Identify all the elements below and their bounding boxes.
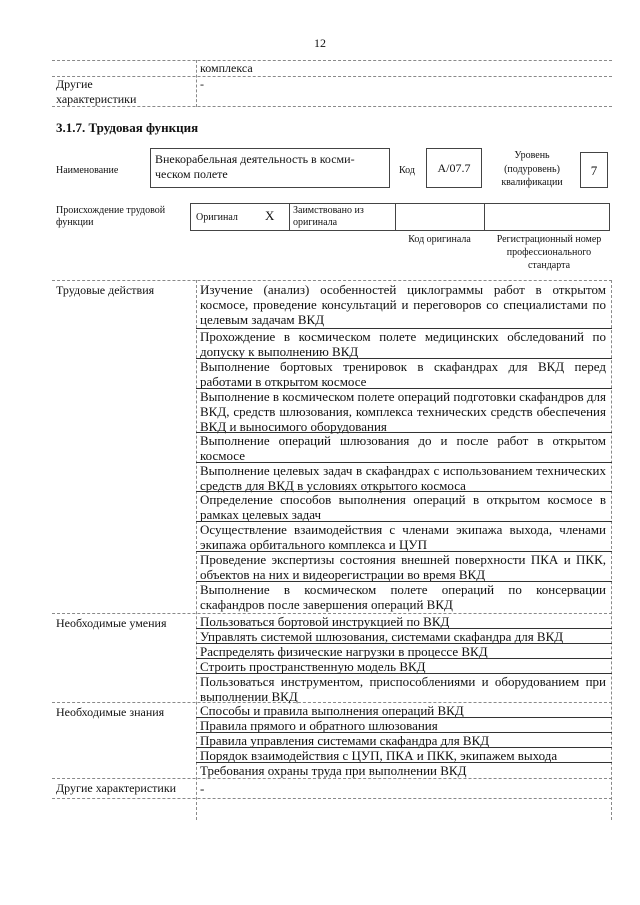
level-label-2: (подуровень) <box>504 164 560 175</box>
other-characteristics-value: - <box>200 77 204 91</box>
list-item: Способы и правила выполнения операций ВКД <box>200 703 464 718</box>
original-label: Оригинал <box>196 212 238 223</box>
list-item: Требования охраны труда при выполнении ВКД <box>200 763 467 778</box>
list-item: Определение способов выполнения операций в открытом космосе в рамках целевых задач <box>200 492 606 522</box>
name-value-2: ческом полете <box>155 167 228 181</box>
name-label: Наименование <box>56 165 119 176</box>
level-value: 7 <box>590 163 598 178</box>
list-item: Управлять системой шлюзования, системами скафандра для ВКД <box>200 629 564 644</box>
list-item: Выполнение в космическом полете операций подготовки скафандров для ВКД, средств шлюзования, комплекса технических средств обеспечения ВКД и выносимого оборудования <box>200 389 606 434</box>
other-characteristics-label-1: Другие <box>56 77 93 91</box>
borrowed-label-2: оригинала <box>293 217 338 228</box>
reg-number-label-1: Регистрационный номер <box>496 234 602 245</box>
list-item: Распределять физические нагрузки в процессе ВКД <box>200 644 488 659</box>
list-item: Прохождение в космическом полете медицинских обследований по допуску к выполнению ВКД <box>200 329 606 359</box>
list-item: Пользоваться бортовой инструкцией по ВКД <box>200 614 450 629</box>
borrowed-label-1: Заимствовано из <box>293 205 364 216</box>
list-item: Проведение экспертизы состояния внешней поверхности ПКА и ПКК, объектов на них и видеорегистрации во время ВКД <box>200 552 606 582</box>
group-label-actions: Трудовые действия <box>56 283 155 297</box>
list-item: Порядок взаимодействия с ЦУП, ПКА и ПКК, экипажем выхода <box>200 748 558 763</box>
group-label-skills: Необходимые умения <box>56 616 167 630</box>
origin-box <box>190 203 610 231</box>
list-item: Правила управления системами скафандра для ВКД <box>200 733 490 748</box>
list-item: Правила прямого и обратного шлюзования <box>200 718 438 733</box>
code-original-label: Код оригинала <box>408 234 471 245</box>
reg-number-label-3: стандарта <box>527 260 571 271</box>
name-value-1: Внекорабельная деятельность в косми- <box>155 152 355 166</box>
list-item: Осуществление взаимодействия с членами экипажа выхода, членами экипажа орбитального комплекса и ЦУП <box>200 522 606 552</box>
code-value: А/07.7 <box>437 161 471 175</box>
level-label-3: квалификации <box>501 177 563 188</box>
list-item: Пользоваться инструментом, приспособлениями и оборудованием при выполнении ВКД <box>200 674 606 704</box>
page-number: 12 <box>314 36 326 50</box>
list-item: Выполнение бортовых тренировок в скафандрах для ВКД перед работами в открытом космосе <box>200 359 606 389</box>
original-mark: X <box>265 208 275 223</box>
list-item: Выполнение операций шлюзования до и после работ в открытом космосе <box>200 433 606 463</box>
level-label-1: Уровень <box>514 150 550 161</box>
origin-label-2: функции <box>56 217 94 228</box>
other-characteristics-label-2: характеристики <box>56 92 137 106</box>
list-item: Изучение (анализ) особенностей циклограммы работ в открытом космосе, проведение консультаций и переговоров со специалистами по целевым задачам ВКД <box>200 282 606 327</box>
reg-number-label-2: профессионального <box>506 247 592 258</box>
prev-cell-text: комплекса <box>200 61 253 75</box>
group-label-other: Другие характеристики <box>56 781 177 795</box>
code-label: Код <box>399 165 415 176</box>
group-label-knowledge: Необходимые знания <box>56 705 165 719</box>
list-item: Строить пространственную модель ВКД <box>200 659 426 674</box>
list-item: - <box>200 781 205 796</box>
list-item: Выполнение целевых задач в скафандрах с использованием технических средств для ВКД в условиях открытого космоса <box>200 463 606 493</box>
list-item: Выполнение в космическом полете операций по консервации скафандров после завершения операций ВКД <box>200 582 606 612</box>
origin-label-1: Происхождение трудовой <box>56 205 166 216</box>
section-title: 3.1.7. Трудовая функция <box>56 120 199 135</box>
